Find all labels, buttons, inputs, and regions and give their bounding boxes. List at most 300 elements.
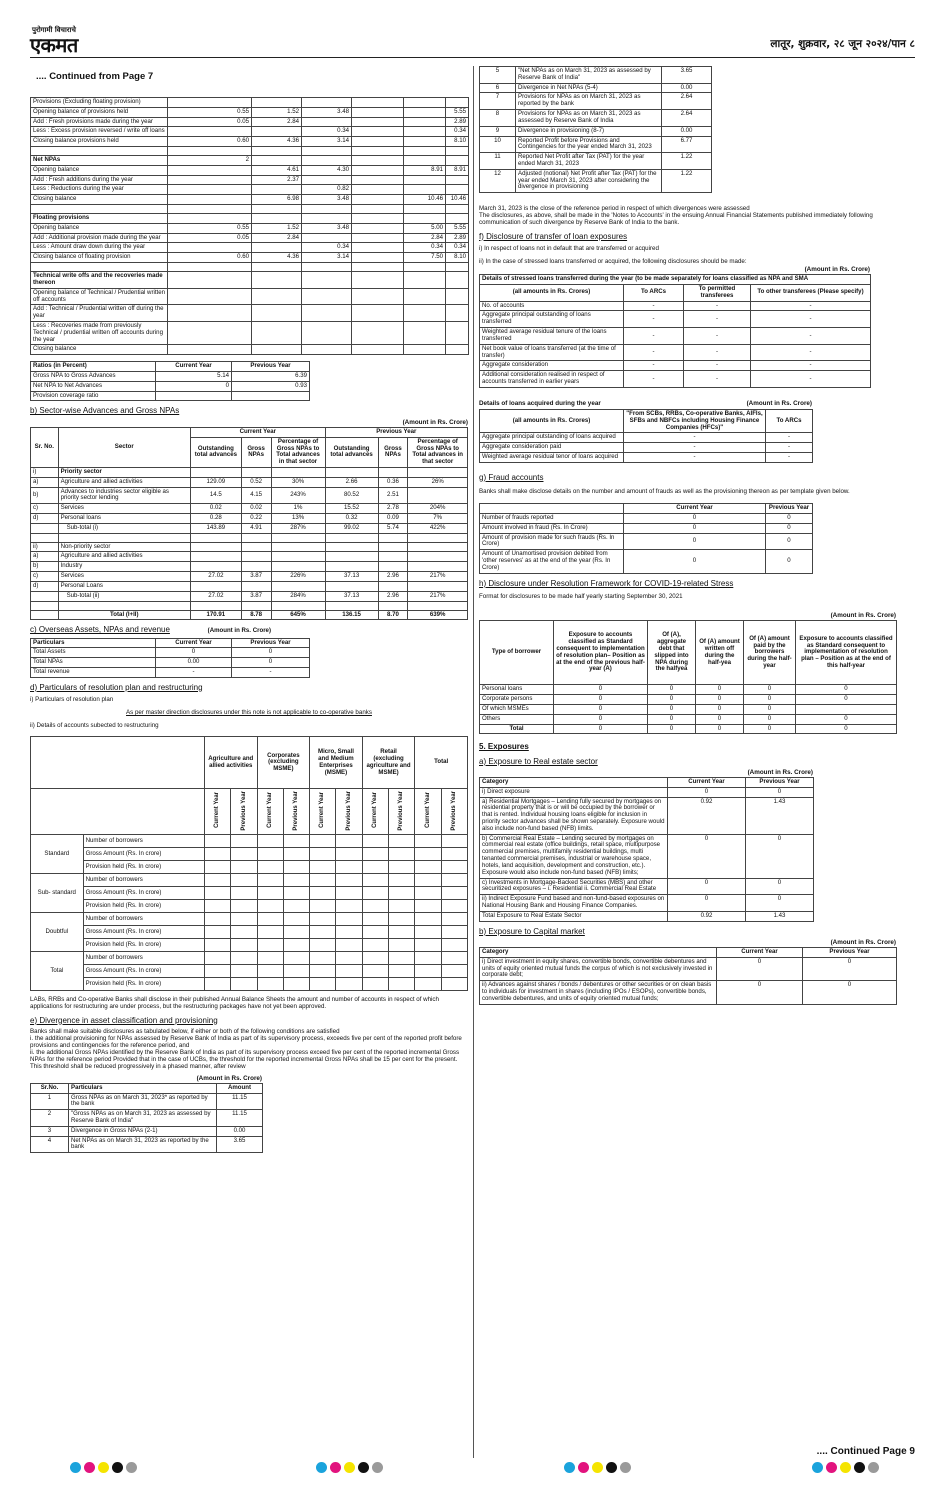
- cell-value: 2.84: [252, 117, 302, 127]
- cell-value: 0: [744, 724, 796, 734]
- table-row: [31, 562, 468, 572]
- cell-value: [336, 861, 362, 874]
- cell-value: [310, 861, 336, 874]
- cell-value: [389, 861, 415, 874]
- cell-value: [352, 345, 404, 355]
- divergence-paragraph: This threshold shall be reduced progressively in a phased manner, after review: [30, 1063, 246, 1071]
- fraud-column: Previous Year: [766, 504, 813, 514]
- col-outstanding: Outstanding total advances: [190, 437, 241, 467]
- cell-value: [257, 848, 283, 861]
- cell-value: 645%: [271, 610, 325, 620]
- cell-value: 0: [796, 714, 897, 724]
- cell-value: [271, 552, 325, 562]
- cell-value: 0.02: [190, 504, 241, 514]
- row-label: [58, 533, 190, 542]
- table-row: [480, 834, 814, 878]
- row-label: ii) Advances against shares / bonds / debentures or other securities or on clean basis to individuals for investment in shares (including IPOs / ESOPs), convertible bonds, convertible debentures, and units of equity oriented mutual funds;: [480, 981, 717, 1004]
- cell-value: 3.14: [302, 253, 352, 263]
- row-label: Industry: [58, 562, 190, 572]
- row-srno: 11: [480, 153, 516, 170]
- cell-value: 0: [717, 957, 803, 980]
- cell-value: 0: [766, 550, 813, 573]
- cell-value: [441, 900, 467, 913]
- cell-value: [404, 272, 446, 289]
- divergence-note: March 31, 2023 is the close of the reference period in respect of which divergences were assessed: [479, 205, 750, 213]
- row-label: Divergence in Net NPAs (5-4): [516, 83, 662, 93]
- cell-value: 0: [668, 834, 746, 878]
- year-label: Previous Year: [240, 790, 247, 831]
- row-srno: c): [31, 504, 59, 514]
- row-label: Add : Technical / Prudential written off during the year: [31, 305, 168, 322]
- cell-value: 3.65: [217, 1136, 263, 1153]
- table-row: [480, 93, 712, 110]
- cell-value: 1.52: [252, 107, 302, 117]
- cell-value: -: [684, 371, 751, 388]
- cell-value: [252, 345, 302, 355]
- group-agriculture: Agriculture and allied activities: [204, 737, 257, 789]
- covid-column: Exposure to accounts classified as Standard consequent to implementation of resolution plan – Position as at the end of this half-year: [796, 621, 897, 685]
- cell-value: [325, 601, 378, 610]
- restructuring-table: [30, 736, 468, 991]
- cell-value: 1%: [271, 504, 325, 514]
- cell-value: [415, 887, 441, 900]
- row-label: Agriculture and allied activities: [58, 477, 190, 487]
- cell-value: [446, 146, 469, 155]
- cell-value: [378, 467, 408, 477]
- transfer-column: To other transferees (Please specify): [751, 285, 871, 302]
- registration-dot-gray: [126, 1462, 137, 1473]
- cell-value: [252, 205, 302, 214]
- acquired-column: To ARCs: [766, 410, 813, 433]
- cell-value: [252, 214, 302, 224]
- cell-value: [336, 965, 362, 978]
- row-label: Opening balance of provisions held: [31, 107, 168, 117]
- cell-value: 3.48: [302, 107, 352, 117]
- table-row: [31, 900, 468, 913]
- registration-dot-cyan: [812, 1462, 823, 1473]
- table-row: [31, 305, 469, 322]
- cell-value: -: [624, 453, 766, 463]
- cell-value: [204, 939, 230, 952]
- cell-value: [257, 926, 283, 939]
- cell-value: [441, 848, 467, 861]
- cell-value: [362, 978, 388, 991]
- row-label: Total Assets: [31, 648, 156, 658]
- table-row: [31, 523, 468, 533]
- ratios-table: [30, 361, 310, 401]
- overseas-table: [30, 638, 310, 678]
- cell-value: [302, 233, 352, 243]
- row-srno: a): [31, 477, 59, 487]
- table-row: [480, 878, 814, 895]
- row-label: Total Exposure to Real Estate Sector: [480, 911, 668, 921]
- table-row: [31, 205, 469, 214]
- cell-value: 3.48: [302, 223, 352, 233]
- table-row: [31, 263, 469, 272]
- cell-value: [204, 848, 230, 861]
- cell-value: [231, 874, 257, 887]
- cell-value: 226%: [271, 572, 325, 582]
- cell-value: [252, 321, 302, 344]
- cell-value: 10.46: [446, 195, 469, 205]
- cell-value: 6.77: [662, 136, 712, 153]
- cell-value: [252, 185, 302, 195]
- row-srno: 6: [480, 83, 516, 93]
- cell-value: [241, 581, 271, 591]
- row-srno: b): [31, 562, 59, 572]
- cell-value: 0.00: [662, 126, 712, 136]
- table-row: [480, 714, 897, 724]
- cell-value: [404, 117, 446, 127]
- row-srno: 7: [480, 93, 516, 110]
- registration-dot-black: [358, 1462, 369, 1473]
- row-srno: i): [31, 467, 59, 477]
- cell-value: [352, 137, 404, 147]
- cell-value: 0.34: [446, 127, 469, 137]
- cell-value: [168, 127, 252, 137]
- cell-value: [389, 887, 415, 900]
- cell-value: -: [766, 453, 813, 463]
- cell-value: 0: [668, 787, 746, 797]
- cell-value: 0: [554, 704, 648, 714]
- row-label: Advances to industries sector eligible as priority sector lending: [58, 487, 190, 504]
- dateline: लातूर, शुक्रवार, २८ जून २०२४/पान ८: [770, 38, 915, 50]
- cell-value: [204, 887, 230, 900]
- year-label: Current Year: [266, 792, 273, 829]
- cell-value: 80.52: [325, 487, 378, 504]
- cell-value: [441, 913, 467, 926]
- row-label: Closing balance of floating provision: [31, 253, 168, 263]
- cell-value: 6.39: [232, 372, 310, 382]
- section-title-real-estate: a) Exposure to Real estate sector: [479, 756, 598, 766]
- registration-dot-cyan: [564, 1462, 575, 1473]
- table-row: [31, 610, 468, 620]
- row-label: Aggregate consideration: [480, 361, 624, 371]
- cell-value: [283, 861, 309, 874]
- table-row: [31, 572, 468, 582]
- cell-value: 0: [624, 533, 766, 550]
- section-title-transfer: f) Disclosure of transfer of loan exposures: [479, 231, 628, 241]
- left-column: [30, 66, 468, 1153]
- year-label: Current Year: [319, 792, 326, 829]
- cell-value: 0: [156, 648, 232, 658]
- row-label: Gross Amount (Rs. In crore): [83, 887, 204, 900]
- exposure-column: Previous Year: [746, 777, 814, 787]
- cell-value: [389, 978, 415, 991]
- col-previous-year: [283, 789, 309, 835]
- cell-value: [446, 272, 469, 289]
- table-row: [480, 550, 813, 573]
- cell-value: [408, 487, 468, 504]
- cell-value: [336, 926, 362, 939]
- section-title-sector: b) Sector-wise Advances and Gross NPAs: [30, 406, 180, 416]
- cell-value: [271, 533, 325, 542]
- cell-value: [415, 965, 441, 978]
- cell-value: [252, 272, 302, 289]
- table-row: [480, 514, 813, 524]
- cell-value: [283, 978, 309, 991]
- cell-value: [283, 835, 309, 848]
- cell-value: 0.36: [378, 477, 408, 487]
- table-row: [31, 926, 468, 939]
- cell-value: [325, 552, 378, 562]
- cell-value: [352, 155, 404, 165]
- cell-value: [283, 952, 309, 965]
- registration-dot-magenta: [330, 1462, 341, 1473]
- cell-value: [352, 233, 404, 243]
- cell-value: [336, 939, 362, 952]
- row-label: Others: [480, 714, 554, 724]
- table-row: [31, 272, 469, 289]
- cell-value: 2.64: [662, 93, 712, 110]
- table-row: [31, 487, 468, 504]
- ratios-header: Current Year: [156, 362, 232, 372]
- row-srno: [31, 601, 59, 610]
- cell-value: 639%: [408, 610, 468, 620]
- cell-value: [231, 913, 257, 926]
- transfer-column: To permitted transferees: [684, 285, 751, 302]
- cell-value: [362, 887, 388, 900]
- cell-value: [302, 272, 352, 289]
- cell-value: [352, 321, 404, 344]
- table-row: [480, 433, 813, 443]
- cell-value: 0: [648, 714, 696, 724]
- cell-value: [252, 127, 302, 137]
- cell-value: [404, 321, 446, 344]
- table-row: [31, 195, 469, 205]
- loans-acquired-table: [479, 409, 813, 463]
- cell-value: [257, 913, 283, 926]
- loans-transferred-heading: Details of stressed loans transferred during the year (to be made separately for loans classified as NPA and SMA: [480, 275, 871, 285]
- cell-value: 0: [624, 514, 766, 524]
- cell-value: [204, 926, 230, 939]
- cell-value: [441, 939, 467, 952]
- row-label: Add : Fresh provisions made during the year: [31, 117, 168, 127]
- cell-value: [441, 965, 467, 978]
- cell-value: 136.15: [325, 610, 378, 620]
- table-row: [31, 214, 469, 224]
- cell-value: [362, 939, 388, 952]
- cell-value: 0.05: [168, 117, 252, 127]
- cell-value: 0: [696, 704, 744, 714]
- cell-value: 0.60: [168, 253, 252, 263]
- cell-value: [168, 321, 252, 344]
- cell-value: 5.55: [446, 223, 469, 233]
- cell-value: [352, 97, 404, 107]
- cell-value: 0.34: [404, 243, 446, 253]
- cell-value: [241, 562, 271, 572]
- cell-value: 2.37: [252, 175, 302, 185]
- row-label: Personal Loans: [58, 581, 190, 591]
- cell-value: [168, 214, 252, 224]
- amount-note: (Amount in Rs. Crore): [746, 399, 812, 407]
- exposure-column: Current Year: [717, 947, 803, 957]
- row-label: Add : Additional provision made during the year: [31, 233, 168, 243]
- cell-value: [302, 146, 352, 155]
- cell-value: [204, 874, 230, 887]
- row-srno: 9: [480, 126, 516, 136]
- cell-value: [168, 243, 252, 253]
- cell-value: 4.91: [241, 523, 271, 533]
- year-label: Previous Year: [345, 790, 352, 831]
- cell-value: [415, 900, 441, 913]
- cell-value: [310, 978, 336, 991]
- cell-value: [441, 835, 467, 848]
- real-estate-table: [479, 777, 814, 922]
- cell-value: [446, 345, 469, 355]
- col-gross: Gross NPAs: [378, 437, 408, 467]
- cell-value: [441, 952, 467, 965]
- cell-value: [378, 552, 408, 562]
- cell-value: [168, 146, 252, 155]
- cell-value: 11.15: [217, 1110, 263, 1127]
- amount-note: (Amount in Rs. Crore): [830, 612, 896, 620]
- cell-value: 2.64: [662, 110, 712, 127]
- col-current-year: [204, 789, 230, 835]
- cell-value: 0: [746, 834, 814, 878]
- cell-value: 0: [796, 695, 897, 705]
- group-msme: Micro, Small and Medium Enterprises (MSME): [310, 737, 363, 789]
- year-label: Current Year: [424, 792, 431, 829]
- cell-value: 217%: [408, 591, 468, 601]
- cell-value: [415, 952, 441, 965]
- cell-value: [252, 146, 302, 155]
- table-row: [31, 243, 469, 253]
- section-title-exposures: 5. Exposures: [479, 742, 529, 752]
- cell-value: [325, 533, 378, 542]
- cell-value: [231, 939, 257, 952]
- cell-value: [352, 146, 404, 155]
- cell-value: 11.15: [217, 1093, 263, 1110]
- row-label: Provision held (Rs. In crore): [83, 900, 204, 913]
- table-row: [480, 83, 712, 93]
- table-row: [31, 165, 469, 175]
- table-row: [480, 787, 814, 797]
- cell-value: [271, 581, 325, 591]
- cell-value: 0.34: [446, 243, 469, 253]
- row-srno: [31, 591, 59, 601]
- cell-value: [204, 965, 230, 978]
- row-label: Number of borrowers: [83, 835, 204, 848]
- cell-value: [336, 913, 362, 926]
- table-row: [31, 107, 469, 117]
- cell-value: [362, 900, 388, 913]
- cell-value: [404, 146, 446, 155]
- registration-marks: [70, 1462, 137, 1473]
- col-previous-year: Previous Year: [325, 427, 467, 437]
- cell-value: 1.52: [252, 223, 302, 233]
- cell-value: [408, 542, 468, 552]
- row-label: [31, 205, 168, 214]
- cell-value: 0.09: [378, 514, 408, 524]
- cell-value: [231, 900, 257, 913]
- cell-value: [168, 175, 252, 185]
- cell-value: 3.65: [662, 67, 712, 84]
- transfer-column: To ARCs: [624, 285, 684, 302]
- section-title-overseas: c) Overseas Assets, NPAs and revenue: [30, 625, 170, 635]
- cell-value: [362, 913, 388, 926]
- cell-value: [252, 305, 302, 322]
- cell-value: [310, 900, 336, 913]
- table-row: [31, 467, 468, 477]
- registration-dot-gray: [620, 1462, 631, 1473]
- covid-column: Of (A), aggregate debt that slipped into NPA during the halfyea: [648, 621, 696, 685]
- cell-value: 0: [554, 685, 648, 695]
- table-row: [31, 887, 468, 900]
- cell-value: [231, 978, 257, 991]
- divergence-paragraph: i. the additional provisioning for NPAs assessed by Reserve Bank of India as part of its supervisory process, exceeds five per cent of the reported profit before provisions and contingencies for the reference period, and: [30, 1034, 462, 1050]
- cell-value: [302, 288, 352, 305]
- cell-value: 0: [648, 685, 696, 695]
- cell-value: [362, 861, 388, 874]
- cell-value: [168, 272, 252, 289]
- cell-value: [352, 195, 404, 205]
- cell-value: 26%: [408, 477, 468, 487]
- registration-dot-magenta: [826, 1462, 837, 1473]
- cell-value: [168, 288, 252, 305]
- table-row: [480, 361, 871, 371]
- cell-value: [310, 913, 336, 926]
- col-current-year: [257, 789, 283, 835]
- cell-value: [352, 107, 404, 117]
- cell-value: [190, 601, 241, 610]
- cell-value: 15.52: [325, 504, 378, 514]
- cell-value: [252, 97, 302, 107]
- cell-value: [190, 467, 241, 477]
- cell-value: [231, 848, 257, 861]
- row-label: Less : Reductions during the year: [31, 185, 168, 195]
- covid-column: Of (A) amount written off during the half-yea: [696, 621, 744, 685]
- cell-value: [408, 552, 468, 562]
- row-srno: d): [31, 514, 59, 524]
- cell-value: [325, 562, 378, 572]
- table-row: [31, 667, 310, 677]
- table-row: [31, 321, 469, 344]
- cell-value: 14.5: [190, 487, 241, 504]
- cell-value: [389, 848, 415, 861]
- row-label: Total revenue: [31, 667, 156, 677]
- cell-value: 0.34: [302, 243, 352, 253]
- cell-value: [257, 887, 283, 900]
- section-title-fraud: g) Fraud accounts: [479, 472, 544, 482]
- cell-value: [257, 939, 283, 952]
- cell-value: 99.02: [325, 523, 378, 533]
- row-label: Gross NPA to Gross Advances: [31, 372, 156, 382]
- cell-value: [362, 926, 388, 939]
- col-previous-year: [389, 789, 415, 835]
- divergence-text: [30, 1028, 468, 1071]
- row-label: Sub-total (i): [58, 523, 190, 533]
- cell-value: -: [624, 328, 684, 345]
- cell-value: 5.14: [156, 372, 232, 382]
- cell-value: [404, 263, 446, 272]
- cell-value: [168, 165, 252, 175]
- resolution-note: As per master direction disclosures under this note is not applicable to co-operative banks: [126, 709, 372, 717]
- row-label: Net book value of loans transferred (at the time of transfer): [480, 344, 624, 361]
- cell-value: [252, 263, 302, 272]
- cell-value: [362, 848, 388, 861]
- row-label: a) Residential Mortgages – Lending fully secured by mortgages on residential property that is or will be occupied by the borrower or that is rented. Individual housing loans eligible for inclusion in priority sector advances shall be shown separately. Exposure would also include non-fund based (NFB) limits.: [480, 797, 668, 834]
- covid-table: [479, 620, 897, 734]
- cell-value: 0: [232, 658, 310, 668]
- cell-value: [404, 305, 446, 322]
- cell-value: 0: [803, 957, 897, 980]
- cell-value: 0: [696, 714, 744, 724]
- cell-value: 217%: [408, 572, 468, 582]
- acquired-column: "From SCBs, RRBs, Co-operative Banks, AIFIs, SFBs and NBFCs including Housing Finance Companies (HFCs)": [624, 410, 766, 433]
- masthead-logo: एकमत: [30, 33, 78, 57]
- cell-value: 30%: [271, 477, 325, 487]
